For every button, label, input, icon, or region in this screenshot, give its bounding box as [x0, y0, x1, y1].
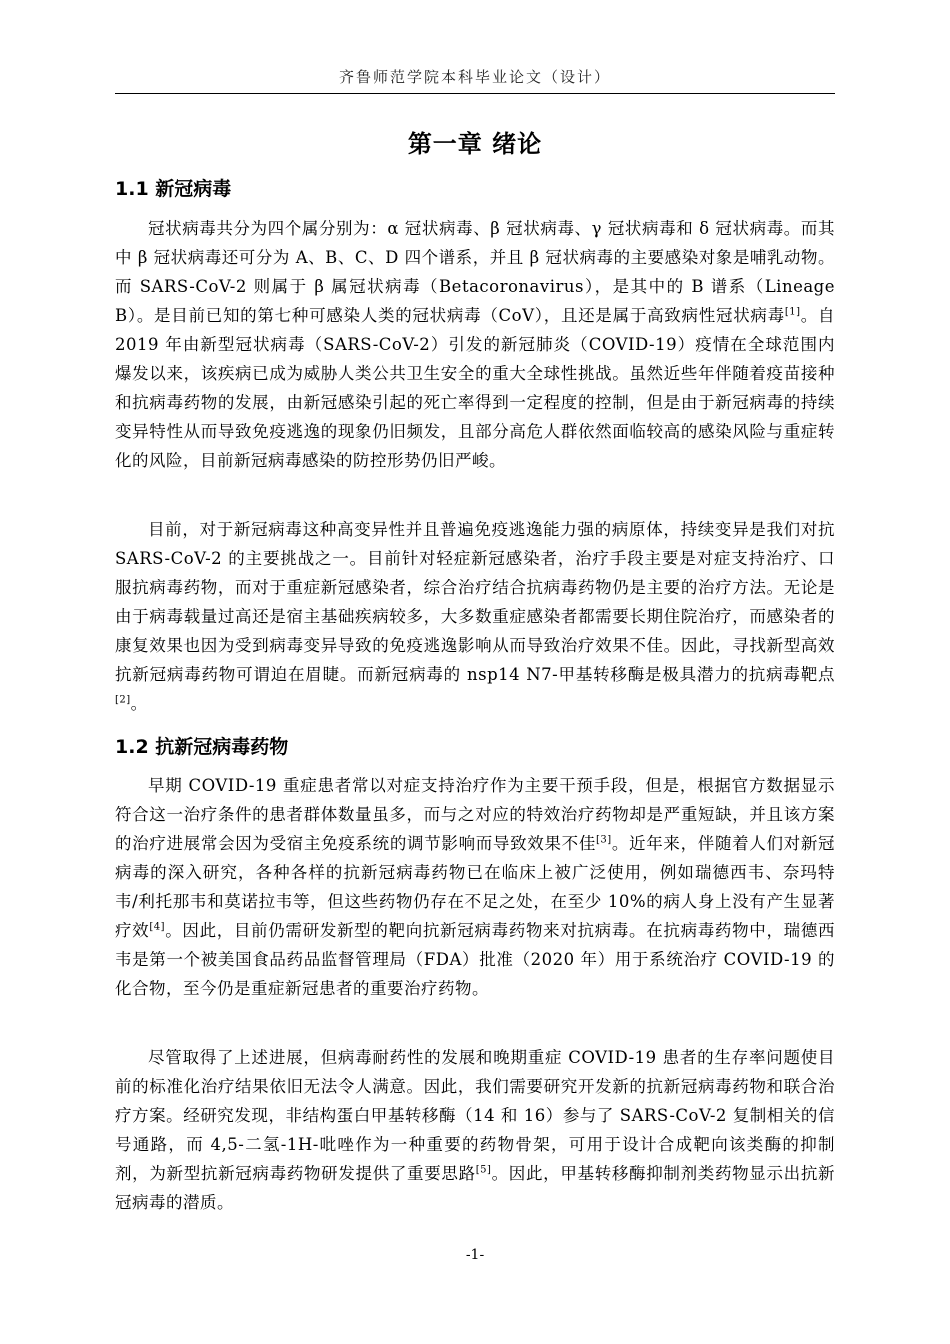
- paragraph-text: 早期 COVID-19 重症患者常以对症支持治疗作为主要干预手段，但是，根据官方数据显示符合这一治疗条件的患者群体数量虽多，而与之对应的特效治疗药物却是严重短缺，并且该方案的治疗进展常会因为受宿主免疫系统的调节影响而导致效果不佳: [115, 776, 835, 853]
- citation-ref: [2]: [115, 694, 131, 706]
- section-heading-1-1: 1.1 新冠病毒: [115, 178, 232, 200]
- citation-ref: [4]: [149, 921, 166, 933]
- section-heading-1-2: 1.2 抗新冠病毒药物: [115, 736, 289, 758]
- paragraph-text: 目前，对于新冠病毒这种高变异性并且普遍免疫逃逸能力强的病原体，持续变异是我们对抗 SARS-CoV-2 的主要挑战之一。目前针对轻症新冠感染者，治疗手段主要是对症支持治疗、口服抗病毒药物，而对于重症新冠感染者，综合治疗结合抗病毒药物仍是主要的治疗方法。无论是由于病毒载量过高还是宿主基础疾病较多，大多数重症感染者都需要长期住院治疗，而感染者的康复效果也因为受到病毒变异导致的免疫逃逸影响从而导致治疗效果不佳。因此，寻找新型高效抗新冠病毒药物可谓迫在眉睫。而新冠病毒的 nsp14 N7-甲基转移酶是极具潜力的抗病毒靶点: [115, 520, 835, 684]
- paragraph-text: 。因此，甲基转移酶抑制剂类药物显示出抗新冠病毒的潜质。: [115, 1164, 836, 1212]
- citation-ref: [1]: [784, 306, 801, 318]
- paragraph-text: 。因此，目前仍需研发新型的靶向抗新冠病毒药物来对抗病毒。在抗病毒药物中，瑞德西韦是第一个被美国食品药品监督管理局（FDA）批准（2020 年）用于系统治疗 COVID-19 的化合物，至今仍是重症新冠患者的重要治疗药物。: [115, 921, 836, 998]
- paragraph-text: 。: [130, 694, 148, 713]
- paragraph-text: 尽管取得了上述进展，但病毒耐药性的发展和晚期重症 COVID-19 患者的生存率问题使目前的标准化治疗结果依旧无法令人满意。因此，我们需要研究开发新的抗新冠病毒药物和联合治疗方案。经研究发现，非结构蛋白甲基转移酶（14 和 16）参与了 SARS-CoV-2 复制相关的信号通路，而 4,5-二氢-1H-吡唑作为一种重要的药物骨架，可用于设计合成靶向该类酶的抑制剂，为新型抗新冠病毒药物研发提供了重要思路: [115, 1048, 835, 1183]
- paragraph-text: 。自 2019 年由新型冠状病毒（SARS-CoV-2）引发的新冠肺炎（COVID-19）疫情在全球范围内爆发以来，该疾病已成为威胁人类公共卫生安全的重大全球性挑战。虽然近些年伴随着疫苗接种和抗病毒药物的发展，由新冠感染引起的死亡率得到一定程度的控制，但是由于新冠病毒的持续变异特性从而导致免疫逃逸的现象仍旧频发，且部分高危人群依然面临较高的感染风险与重症转化的风险，目前新冠病毒感染的防控形势仍旧严峻。: [115, 306, 835, 470]
- page-number: -1-: [465, 1247, 485, 1263]
- paragraph-text: 。近年来，伴随着人们对新冠病毒的深入研究，各种各样的抗新冠病毒药物已在临床上被广泛使用，例如瑞德西韦、奈玛特韦/利托那韦和莫诺拉韦等，但这些药物仍存在不足之处，在至少 10%的病人身上没有产生显著疗效: [115, 834, 836, 940]
- chapter-title: 第一章 绪论: [407, 130, 543, 158]
- citation-ref: [5]: [475, 1164, 492, 1176]
- paragraph-1-2-b: [115, 1043, 835, 1217]
- paragraph-1-2-a: [115, 771, 835, 1003]
- paragraph-text: 冠状病毒共分为四个属分别为：α 冠状病毒、β 冠状病毒、γ 冠状病毒和 δ 冠状病毒。而其中 β 冠状病毒还可分为 A、B、C、D 四个谱系，并且 β 冠状病毒的主要感染对象是哺乳动物。而 SARS-CoV-2 则属于 β 属冠状病毒（Betacoronavirus），是其中的 B 谱系（Lineage B）。是目前已知的第七种可感染人类的冠状病毒（CoV），且还是属于高致病性冠状病毒: [115, 219, 835, 325]
- running-header: 齐鲁师范学院本科毕业论文（设计）: [338, 68, 611, 86]
- paragraph-1-1-b: [115, 515, 835, 718]
- paragraph-1-1-a: [115, 214, 835, 475]
- header-divider: [115, 93, 835, 94]
- citation-ref: [3]: [596, 834, 612, 846]
